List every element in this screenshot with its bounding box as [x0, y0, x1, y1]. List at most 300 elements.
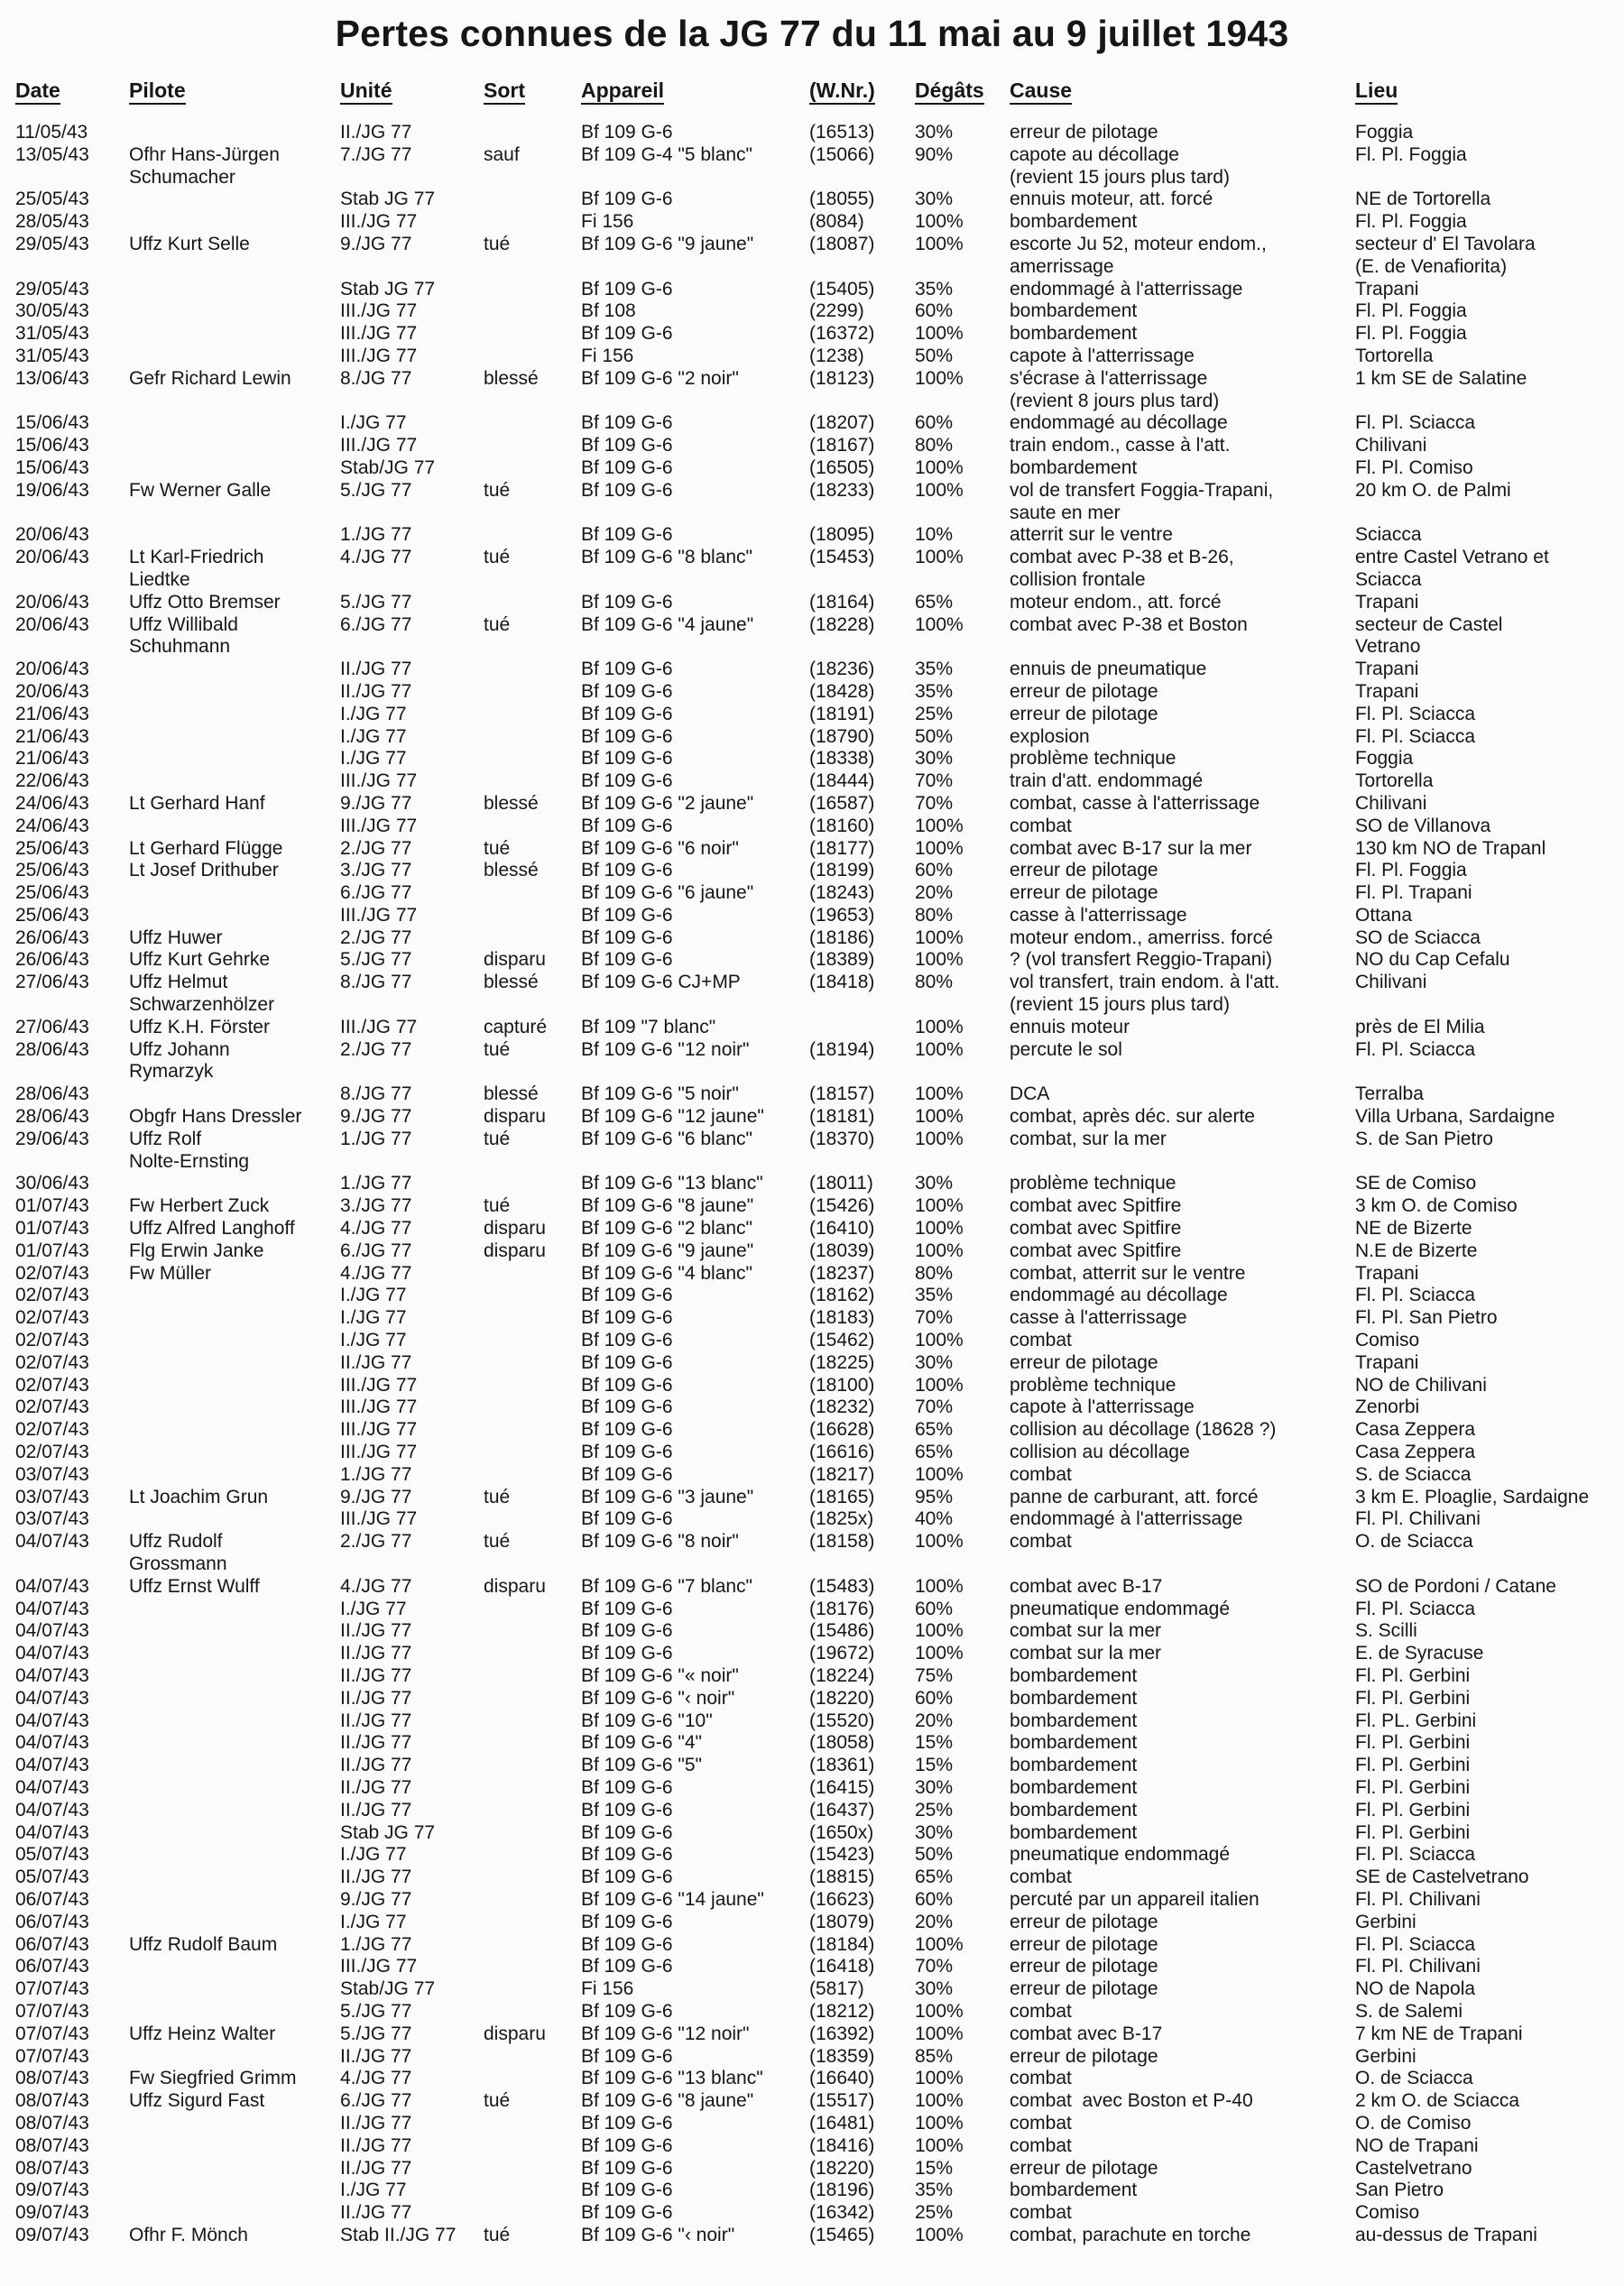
table-row [0, 435, 1624, 457]
row-cause: combat avec B-17 [1010, 2023, 1163, 2044]
row-cause: endommagé au décollage [1010, 412, 1228, 434]
row-appareil: Bf 109 G-6 [581, 1643, 673, 1664]
row-appareil: Bf 109 G-6 [581, 1620, 673, 1642]
table-row [0, 1129, 1624, 1174]
row-unite: 1./JG 77 [340, 1933, 412, 1955]
row-lieu: Fl. Pl. Gerbini [1355, 1664, 1471, 1686]
row-date: 04/07/43 [15, 1620, 89, 1642]
row-date: 05/07/43 [15, 1844, 89, 1866]
row-date: 28/06/43 [15, 1038, 89, 1060]
row-appareil: Bf 109 G-6 "‹ noir" [581, 1687, 735, 1709]
row-wnr: (18236) [809, 659, 875, 680]
row-wnr: (15453) [809, 547, 875, 568]
row-appareil: Bf 108 [581, 300, 636, 322]
row-date: 01/07/43 [15, 1240, 89, 1261]
table-row [0, 2046, 1624, 2069]
row-sort: tué [484, 233, 511, 254]
row-wnr: (18177) [809, 837, 875, 859]
row-lieu: Trapani [1355, 278, 1419, 300]
row-wnr: (18100) [809, 1374, 875, 1396]
row-degats: 20% [915, 882, 954, 904]
table-row [0, 524, 1624, 547]
row-degats: 100% [915, 815, 964, 836]
row-appareil: Bf 109 G-6 [581, 949, 673, 971]
table-row [0, 1017, 1624, 1039]
row-cause: erreur de pilotage [1010, 2157, 1158, 2179]
row-lieu: SE de Comiso [1355, 1173, 1477, 1194]
row-wnr: (15517) [809, 2090, 875, 2112]
row-degats: 75% [915, 1664, 954, 1686]
row-pilote: Gefr Richard Lewin [129, 367, 291, 389]
row-degats: 100% [915, 1240, 964, 1261]
row-date: 08/07/43 [15, 2112, 89, 2134]
row-date: 06/07/43 [15, 1933, 89, 1955]
table-row [0, 279, 1624, 301]
row-appareil: Bf 109 G-6 "9 jaune" [581, 1240, 754, 1261]
row-date: 04/07/43 [15, 1575, 89, 1597]
row-lieu: Casa Zeppera [1355, 1442, 1476, 1463]
row-appareil: Bf 109 G-6 "6 blanc" [581, 1128, 753, 1149]
row-wnr: (18361) [809, 1755, 875, 1776]
header-wnr: (W.Nr.) [809, 76, 875, 105]
row-wnr: (18444) [809, 770, 875, 792]
row-cause: casse à l'atterrissage [1010, 904, 1187, 926]
row-date: 08/07/43 [15, 2157, 89, 2179]
row-lieu: Fl. Pl. Chilivani [1355, 1888, 1481, 1910]
row-degats: 65% [915, 1442, 954, 1463]
row-sort: tué [484, 547, 511, 568]
row-appareil: Bf 109 G-6 [581, 748, 673, 770]
row-cause: vol de transfert Foggia-Trapani, saute en mer [1010, 479, 1274, 523]
row-degats: 100% [915, 1083, 964, 1105]
table-row [0, 2090, 1624, 2113]
row-appareil: Bf 109 G-4 "5 blanc" [581, 143, 753, 165]
row-wnr: (1825x) [809, 1508, 874, 1530]
row-pilote: Uffz Johann Rymarzyk [129, 1038, 230, 1083]
row-wnr: (1238) [809, 345, 864, 366]
row-pilote: Uffz Heinz Walter [129, 2023, 276, 2044]
row-degats: 100% [915, 2224, 964, 2245]
table-row [0, 1508, 1624, 1531]
row-degats: 60% [915, 860, 954, 881]
table-row [0, 1173, 1624, 1195]
row-unite: 9./JG 77 [340, 1106, 412, 1128]
row-appareil: Bf 109 G-6 [581, 2112, 673, 2134]
row-cause: combat [1010, 1531, 1072, 1553]
table-row [0, 1755, 1624, 1777]
row-lieu: NE de Tortorella [1355, 189, 1491, 210]
row-wnr: (18338) [809, 748, 875, 770]
row-unite: 1./JG 77 [340, 1128, 412, 1149]
row-pilote: Uffz Rudolf Baum [129, 1933, 278, 1955]
table-row [0, 1531, 1624, 1576]
row-unite: II./JG 77 [340, 1710, 412, 1731]
table-row [0, 1889, 1624, 1912]
row-degats: 30% [915, 1821, 954, 1843]
table-row [0, 323, 1624, 346]
row-degats: 100% [915, 1218, 964, 1240]
table-row [0, 748, 1624, 770]
row-date: 22/06/43 [15, 770, 89, 792]
row-cause: percuté par un appareil italien [1010, 1888, 1260, 1910]
row-date: 09/07/43 [15, 2180, 89, 2201]
row-degats: 25% [915, 1799, 954, 1821]
row-appareil: Bf 109 G-6 [581, 1419, 673, 1441]
row-wnr: (18196) [809, 2180, 875, 2201]
row-cause: combat, casse à l'atterrissage [1010, 792, 1260, 814]
row-date: 03/07/43 [15, 1486, 89, 1507]
row-date: 03/07/43 [15, 1508, 89, 1530]
row-lieu: 3 km O. de Comiso [1355, 1195, 1518, 1217]
row-pilote: Fw Siegfried Grimm [129, 2068, 297, 2089]
table-row [0, 189, 1624, 211]
row-cause: endommagé à l'atterrissage [1010, 278, 1243, 300]
row-date: 28/06/43 [15, 1083, 89, 1105]
table-row [0, 949, 1624, 972]
row-degats: 100% [915, 1463, 964, 1485]
row-sort: blessé [484, 1083, 539, 1105]
row-degats: 20% [915, 1911, 954, 1932]
row-appareil: Bf 109 G-6 "4 jaune" [581, 613, 754, 635]
table-row [0, 704, 1624, 726]
row-date: 24/06/43 [15, 815, 89, 836]
row-degats: 35% [915, 2180, 954, 2201]
row-unite: 2./JG 77 [340, 926, 412, 948]
row-degats: 100% [915, 1620, 964, 1642]
row-appareil: Bf 109 G-6 [581, 479, 673, 501]
row-lieu: Trapani [1355, 1262, 1419, 1284]
row-appareil: Bf 109 G-6 [581, 435, 673, 456]
row-date: 04/07/43 [15, 1687, 89, 1709]
row-degats: 100% [915, 547, 964, 568]
row-lieu: Fl. Pl. Chilivani [1355, 1956, 1481, 1977]
row-cause: escorte Ju 52, moteur endom., amerrissage [1010, 233, 1267, 277]
row-lieu: Gerbini [1355, 2045, 1416, 2067]
row-lieu: NO de Trapani [1355, 2134, 1479, 2156]
row-degats: 70% [915, 792, 954, 814]
row-cause: bombardement [1010, 1687, 1138, 1709]
row-cause: combat avec P-38 et B-26, collision frontale [1010, 547, 1234, 590]
row-appareil: Bf 109 G-6 [581, 2000, 673, 2022]
row-date: 04/07/43 [15, 1821, 89, 1843]
row-appareil: Bf 109 G-6 [581, 2045, 673, 2067]
row-degats: 95% [915, 1486, 954, 1507]
header-sort: Sort [484, 76, 525, 105]
row-degats: 100% [915, 479, 964, 501]
row-cause: combat avec Spitfire [1010, 1218, 1182, 1240]
row-unite: Stab JG 77 [340, 278, 436, 300]
row-unite: 5./JG 77 [340, 591, 412, 613]
row-appareil: Bf 109 G-6 [581, 278, 673, 300]
row-sort: tué [484, 1531, 511, 1553]
row-date: 07/07/43 [15, 2045, 89, 2067]
row-appareil: Bf 109 G-6 [581, 2202, 673, 2224]
row-appareil: Bf 109 G-6 "7 blanc" [581, 1575, 753, 1597]
row-lieu: 130 km NO de Trapanl [1355, 837, 1546, 859]
table-row [0, 1934, 1624, 1957]
row-cause: bombardement [1010, 1776, 1138, 1798]
row-unite: Stab/JG 77 [340, 456, 436, 478]
row-appareil: Bf 109 G-6 "2 blanc" [581, 1218, 753, 1240]
row-wnr: (15483) [809, 1575, 875, 1597]
row-cause: erreur de pilotage [1010, 2045, 1158, 2067]
row-lieu: SO de Sciacca [1355, 926, 1481, 948]
row-unite: II./JG 77 [340, 2112, 412, 2134]
row-wnr: (16415) [809, 1776, 875, 1798]
row-sort: tué [484, 1128, 511, 1149]
row-unite: 6./JG 77 [340, 882, 412, 904]
row-appareil: Bf 109 G-6 "4" [581, 1732, 702, 1754]
table-row [0, 2001, 1624, 2023]
row-appareil: Bf 109 G-6 [581, 1776, 673, 1798]
row-degats: 30% [915, 1978, 954, 2000]
row-lieu: Fl. Pl. Sciacca [1355, 1285, 1476, 1306]
row-degats: 80% [915, 972, 954, 993]
row-unite: Stab/JG 77 [340, 1978, 436, 2000]
row-lieu: O. de Sciacca [1355, 2068, 1473, 2089]
row-wnr: (16418) [809, 1956, 875, 1977]
row-appareil: Bf 109 G-6 [581, 1911, 673, 1932]
row-unite: 6./JG 77 [340, 1240, 412, 1261]
row-date: 15/06/43 [15, 435, 89, 456]
row-wnr: (18123) [809, 367, 875, 389]
row-cause: pneumatique endommagé [1010, 1598, 1231, 1619]
row-date: 21/06/43 [15, 703, 89, 724]
row-date: 21/06/43 [15, 748, 89, 770]
row-date: 29/05/43 [15, 278, 89, 300]
row-pilote: Obgfr Hans Dressler [129, 1106, 302, 1128]
row-wnr: (15405) [809, 278, 875, 300]
row-sort: blessé [484, 860, 539, 881]
row-date: 19/06/43 [15, 479, 89, 501]
row-unite: II./JG 77 [340, 2202, 412, 2224]
table-row [0, 2202, 1624, 2225]
row-cause: collision au décollage (18628 ?) [1010, 1419, 1277, 1441]
row-wnr: (18186) [809, 926, 875, 948]
row-date: 02/07/43 [15, 1442, 89, 1463]
row-date: 29/05/43 [15, 233, 89, 254]
row-degats: 80% [915, 904, 954, 926]
row-appareil: Bf 109 G-6 [581, 1821, 673, 1843]
row-date: 03/07/43 [15, 1463, 89, 1485]
row-appareil: Bf 109 G-6 "9 jaune" [581, 233, 754, 254]
row-wnr: (18237) [809, 1262, 875, 1284]
row-date: 04/07/43 [15, 1755, 89, 1776]
row-unite: 5./JG 77 [340, 2023, 412, 2044]
row-lieu: S. Scilli [1355, 1620, 1417, 1642]
row-cause: erreur de pilotage [1010, 703, 1158, 724]
header-pilote: Pilote [129, 76, 186, 105]
row-lieu: Villa Urbana, Sardaigne [1355, 1106, 1555, 1128]
row-sort: blessé [484, 367, 539, 389]
row-degats: 100% [915, 1330, 964, 1351]
row-cause: DCA [1010, 1083, 1050, 1105]
row-wnr: (15486) [809, 1620, 875, 1642]
row-date: 28/05/43 [15, 211, 89, 233]
row-wnr: (16587) [809, 792, 875, 814]
row-cause: panne de carburant, att. forcé [1010, 1486, 1259, 1507]
row-lieu: NO de Napola [1355, 1978, 1476, 2000]
row-wnr: (5817) [809, 1978, 864, 2000]
row-cause: combat avec P-38 et Boston [1010, 613, 1248, 635]
row-appareil: Bf 109 G-6 [581, 904, 673, 926]
row-lieu: Chilivani [1355, 972, 1427, 993]
row-degats: 100% [915, 1106, 964, 1128]
row-date: 04/07/43 [15, 1710, 89, 1731]
row-cause: combat, atterrit sur le ventre [1010, 1262, 1246, 1284]
table-row [0, 2135, 1624, 2158]
row-appareil: Bf 109 G-6 "12 jaune" [581, 1106, 764, 1128]
row-unite: 3./JG 77 [340, 860, 412, 881]
table-row [0, 368, 1624, 413]
row-date: 08/07/43 [15, 2090, 89, 2112]
row-degats: 70% [915, 770, 954, 792]
row-wnr: (18243) [809, 882, 875, 904]
row-wnr: (18212) [809, 2000, 875, 2022]
row-cause: erreur de pilotage [1010, 122, 1158, 143]
row-unite: 4./JG 77 [340, 1575, 412, 1597]
row-unite: II./JG 77 [340, 122, 412, 143]
row-unite: II./JG 77 [340, 2134, 412, 2156]
row-date: 02/07/43 [15, 1351, 89, 1373]
row-appareil: Bf 109 G-6 [581, 1442, 673, 1463]
table-row [0, 412, 1624, 435]
row-cause: bombardement [1010, 1732, 1138, 1754]
row-cause: combat [1010, 1867, 1072, 1888]
row-date: 26/06/43 [15, 926, 89, 948]
row-degats: 40% [915, 1508, 954, 1530]
table-row [0, 1487, 1624, 1509]
row-cause: erreur de pilotage [1010, 1956, 1158, 1977]
row-date: 02/07/43 [15, 1285, 89, 1306]
table-row [0, 860, 1624, 882]
table-row [0, 1599, 1624, 1621]
row-sort: tué [484, 1486, 511, 1507]
table-row [0, 2180, 1624, 2202]
row-cause: bombardement [1010, 300, 1138, 322]
row-unite: II./JG 77 [340, 2045, 412, 2067]
row-cause: combat [1010, 1463, 1072, 1485]
row-wnr: (18228) [809, 613, 875, 635]
row-pilote: Flg Erwin Janke [129, 1240, 264, 1261]
row-cause: erreur de pilotage [1010, 1911, 1158, 1932]
row-pilote: Uffz K.H. Förster [129, 1016, 270, 1037]
table-row [0, 2023, 1624, 2046]
row-cause: combat avec Spitfire [1010, 1195, 1182, 1217]
row-appareil: Bf 109 G-6 "2 noir" [581, 367, 739, 389]
row-appareil: Bf 109 G-6 "10" [581, 1710, 713, 1731]
row-degats: 100% [915, 1128, 964, 1149]
table-row [0, 1218, 1624, 1240]
row-unite: 9./JG 77 [340, 1888, 412, 1910]
row-lieu: Tortorella [1355, 345, 1434, 366]
row-unite: I./JG 77 [340, 725, 407, 747]
row-unite: II./JG 77 [340, 1867, 412, 1888]
row-appareil: Bf 109 G-6 [581, 680, 673, 702]
row-unite: 2./JG 77 [340, 1038, 412, 1060]
table-row [0, 972, 1624, 1017]
row-degats: 15% [915, 2157, 954, 2179]
row-appareil: Fi 156 [581, 345, 634, 366]
row-unite: I./JG 77 [340, 748, 407, 770]
row-wnr: (18199) [809, 860, 875, 881]
row-date: 01/07/43 [15, 1195, 89, 1217]
row-pilote: Uffz Rolf Nolte-Ernsting [129, 1128, 250, 1172]
row-degats: 30% [915, 122, 954, 143]
row-pilote: Uffz Rudolf Grossmann [129, 1531, 227, 1574]
row-degats: 10% [915, 524, 954, 546]
row-cause: combat avec Boston et P-40 [1010, 2090, 1253, 2112]
row-cause: erreur de pilotage [1010, 860, 1158, 881]
row-unite: Stab JG 77 [340, 189, 436, 210]
row-lieu: Trapani [1355, 659, 1419, 680]
row-unite: II./JG 77 [340, 1351, 412, 1373]
row-cause: erreur de pilotage [1010, 882, 1158, 904]
table-row [0, 1665, 1624, 1688]
row-unite: II./JG 77 [340, 2157, 412, 2179]
table-row [0, 927, 1624, 950]
table-row [0, 1106, 1624, 1129]
table-row [0, 2225, 1624, 2247]
row-cause: ennuis de pneumatique [1010, 659, 1207, 680]
row-date: 24/06/43 [15, 792, 89, 814]
row-unite: II./JG 77 [340, 1799, 412, 1821]
row-lieu: Castelvetrano [1355, 2157, 1472, 2179]
row-date: 26/06/43 [15, 949, 89, 971]
row-wnr: (18058) [809, 1732, 875, 1754]
row-appareil: Bf 109 "7 blanc" [581, 1016, 716, 1037]
row-lieu: Comiso [1355, 1330, 1420, 1351]
row-degats: 100% [915, 837, 964, 859]
row-degats: 30% [915, 1173, 954, 1194]
row-lieu: 20 km O. de Palmi [1355, 479, 1511, 501]
row-degats: 60% [915, 1888, 954, 1910]
row-date: 20/06/43 [15, 659, 89, 680]
row-cause: collision au décollage [1010, 1442, 1190, 1463]
row-appareil: Bf 109 G-6 [581, 725, 673, 747]
row-date: 04/07/43 [15, 1732, 89, 1754]
row-unite: III./JG 77 [340, 1374, 418, 1396]
row-cause: s'écrase à l'atterrissage (revient 8 jours plus tard) [1010, 367, 1220, 411]
row-unite: II./JG 77 [340, 1643, 412, 1664]
row-appareil: Bf 109 G-6 "5 noir" [581, 1083, 739, 1105]
row-unite: 9./JG 77 [340, 792, 412, 814]
table-row [0, 681, 1624, 704]
row-degats: 100% [915, 1643, 964, 1664]
row-degats: 35% [915, 1285, 954, 1306]
row-lieu: 7 km NE de Trapani [1355, 2023, 1523, 2044]
row-cause: capote à l'atterrissage [1010, 345, 1195, 366]
row-cause: combat, sur la mer [1010, 1128, 1167, 1149]
row-unite: 4./JG 77 [340, 1262, 412, 1284]
header-cause: Cause [1010, 76, 1072, 105]
table-row [0, 1039, 1624, 1084]
table-row [0, 2158, 1624, 2180]
row-degats: 90% [915, 143, 954, 165]
row-pilote: Ofhr Hans-Jürgen Schumacher [129, 143, 280, 188]
row-cause: combat [1010, 2068, 1072, 2089]
row-appareil: Bf 109 G-6 "« noir" [581, 1664, 739, 1686]
row-cause: vol transfert, train endom. à l'att. (revient 15 jours plus tard) [1010, 972, 1280, 1016]
row-wnr: (18225) [809, 1351, 875, 1373]
row-unite: II./JG 77 [340, 1620, 412, 1642]
row-date: 29/06/43 [15, 1128, 89, 1149]
row-pilote: Lt Gerhard Hanf [129, 792, 265, 814]
row-wnr: (15426) [809, 1195, 875, 1217]
row-wnr: (16372) [809, 323, 875, 345]
row-unite: III./JG 77 [340, 904, 418, 926]
row-cause: bombardement [1010, 1821, 1138, 1843]
